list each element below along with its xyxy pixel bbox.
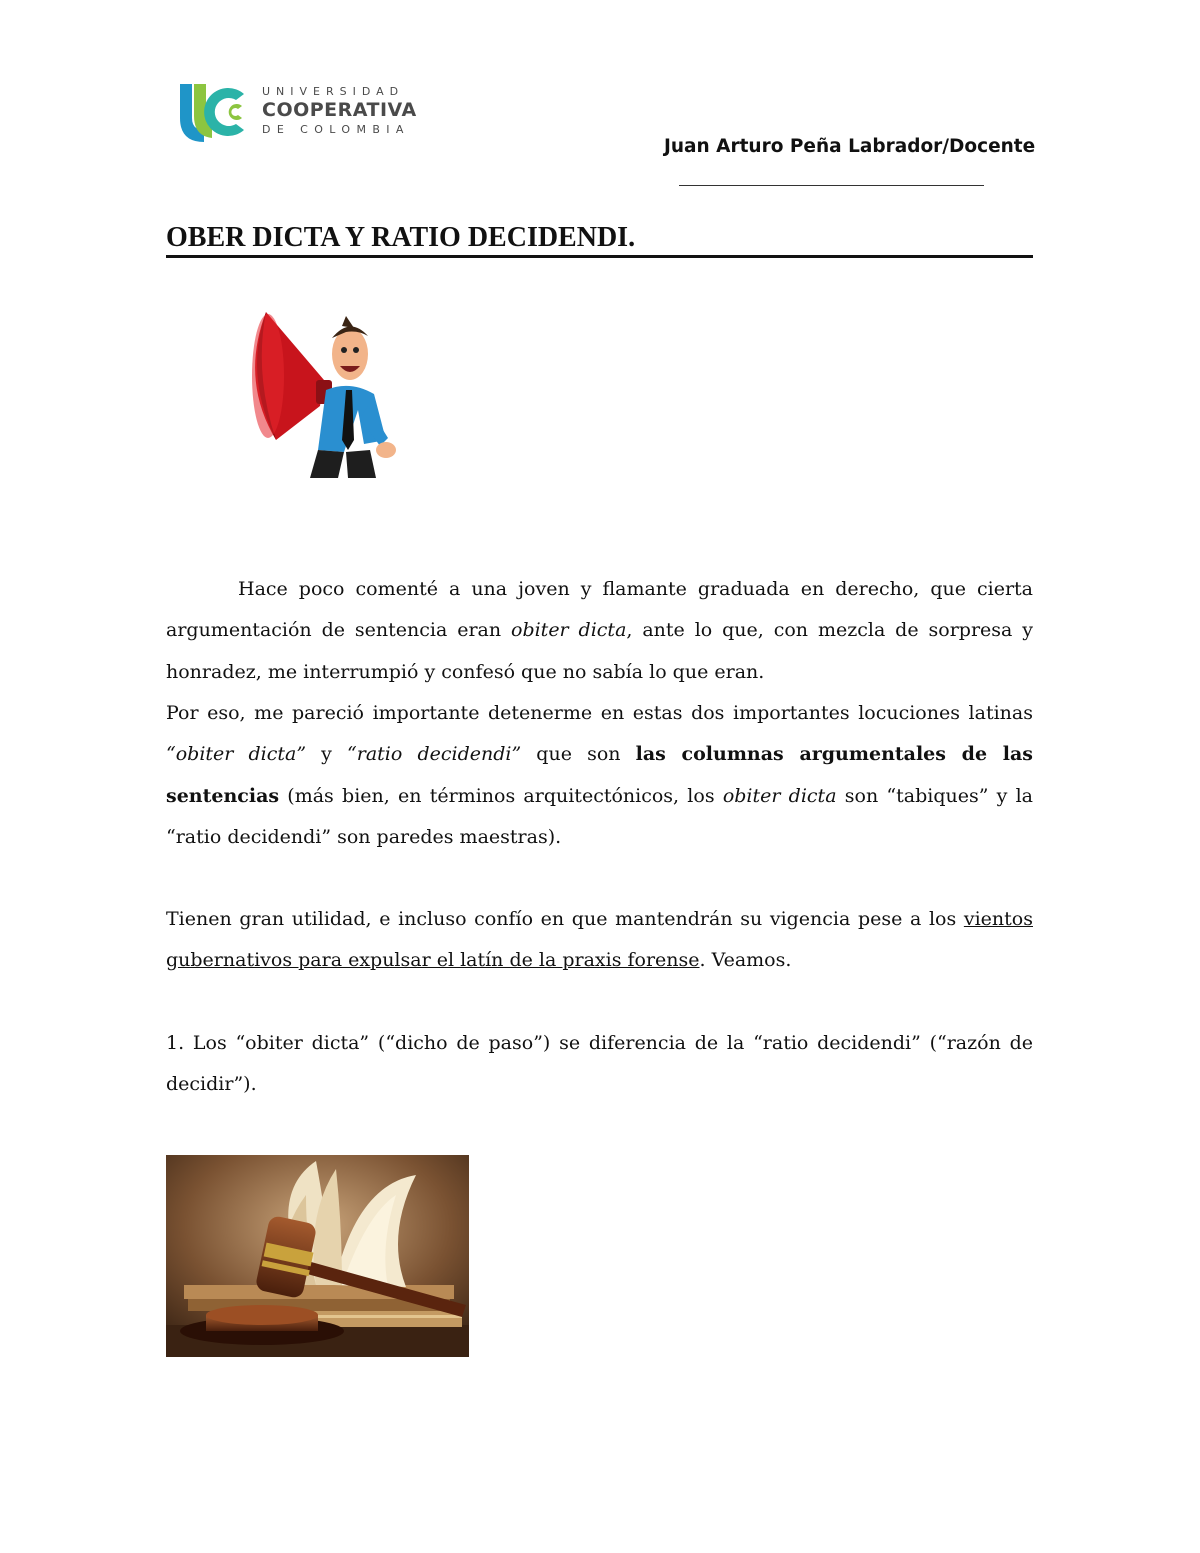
author-name: Juan Arturo Peña Labrador/Docente (664, 136, 1036, 157)
p2-text-c: que son (521, 743, 636, 766)
uc-logo-icon (178, 80, 250, 144)
logo-text (262, 86, 417, 135)
p2-text-a: Por eso, me pareció importante detenerme en estas dos importantes locuciones latinas (166, 702, 1033, 724)
p3-text-b: . Veamos. (699, 949, 792, 972)
p1-text-a: Hace poco comenté a una joven y flamante graduada en derecho, que cierta argumentación de sentencia eran (166, 578, 1033, 642)
p2-italic-obiter-dicta: “obiter dicta” (166, 743, 307, 766)
university-logo (178, 80, 418, 144)
p2-text-e: son “tabiques” y la “ratio decidendi” son paredes maestras). (166, 784, 1034, 848)
p2-text-d: (más bien, en términos arquitectónicos, los (279, 784, 723, 807)
paragraph-utility (166, 899, 1033, 982)
p1-italic-obiter-dicta: obiter dicta (511, 619, 627, 642)
p3-text-a: Tienen gran utilidad, e incluso confío en que mantendrán su vigencia pese a los (166, 908, 964, 930)
paragraph-intro (166, 569, 1033, 693)
p2-text-b: y (306, 743, 348, 766)
p4-text: 1. Los “obiter dicta” (“dicho de paso”) se diferencia de la “ratio decidendi” (“razón de decidir”). (166, 1032, 1033, 1096)
gavel-book-image (166, 1155, 469, 1357)
p2-bold-columnas: las columnas argumentales de las sentencias (166, 743, 1033, 807)
page-title: OBER DICTA Y RATIO DECIDENDI. (166, 222, 636, 253)
logo-line-colombia: DE COLOMBIA (262, 123, 410, 136)
p2-italic-obiter-dicta-2: obiter dicta (722, 784, 837, 807)
logo-line-universidad: UNIVERSIDAD (262, 85, 405, 98)
paragraph-importance (166, 693, 1033, 858)
author-underline (679, 185, 984, 186)
paragraph-point-1 (166, 1023, 1033, 1106)
p3-underlined-vientos: vientos gubernativos para expulsar el latín de la praxis forense (166, 908, 1033, 972)
p1-text-b: , ante lo que, con mezcla de sorpresa y honradez, me interrumpió y confesó que no sabía lo que eran. (166, 619, 1033, 683)
megaphone-man-icon (246, 310, 396, 482)
title-underline (166, 255, 1033, 258)
logo-line-cooperativa: COOPERATIVA (262, 99, 417, 121)
p2-italic-ratio-decidendi: “ratio decidendi” (347, 743, 522, 766)
